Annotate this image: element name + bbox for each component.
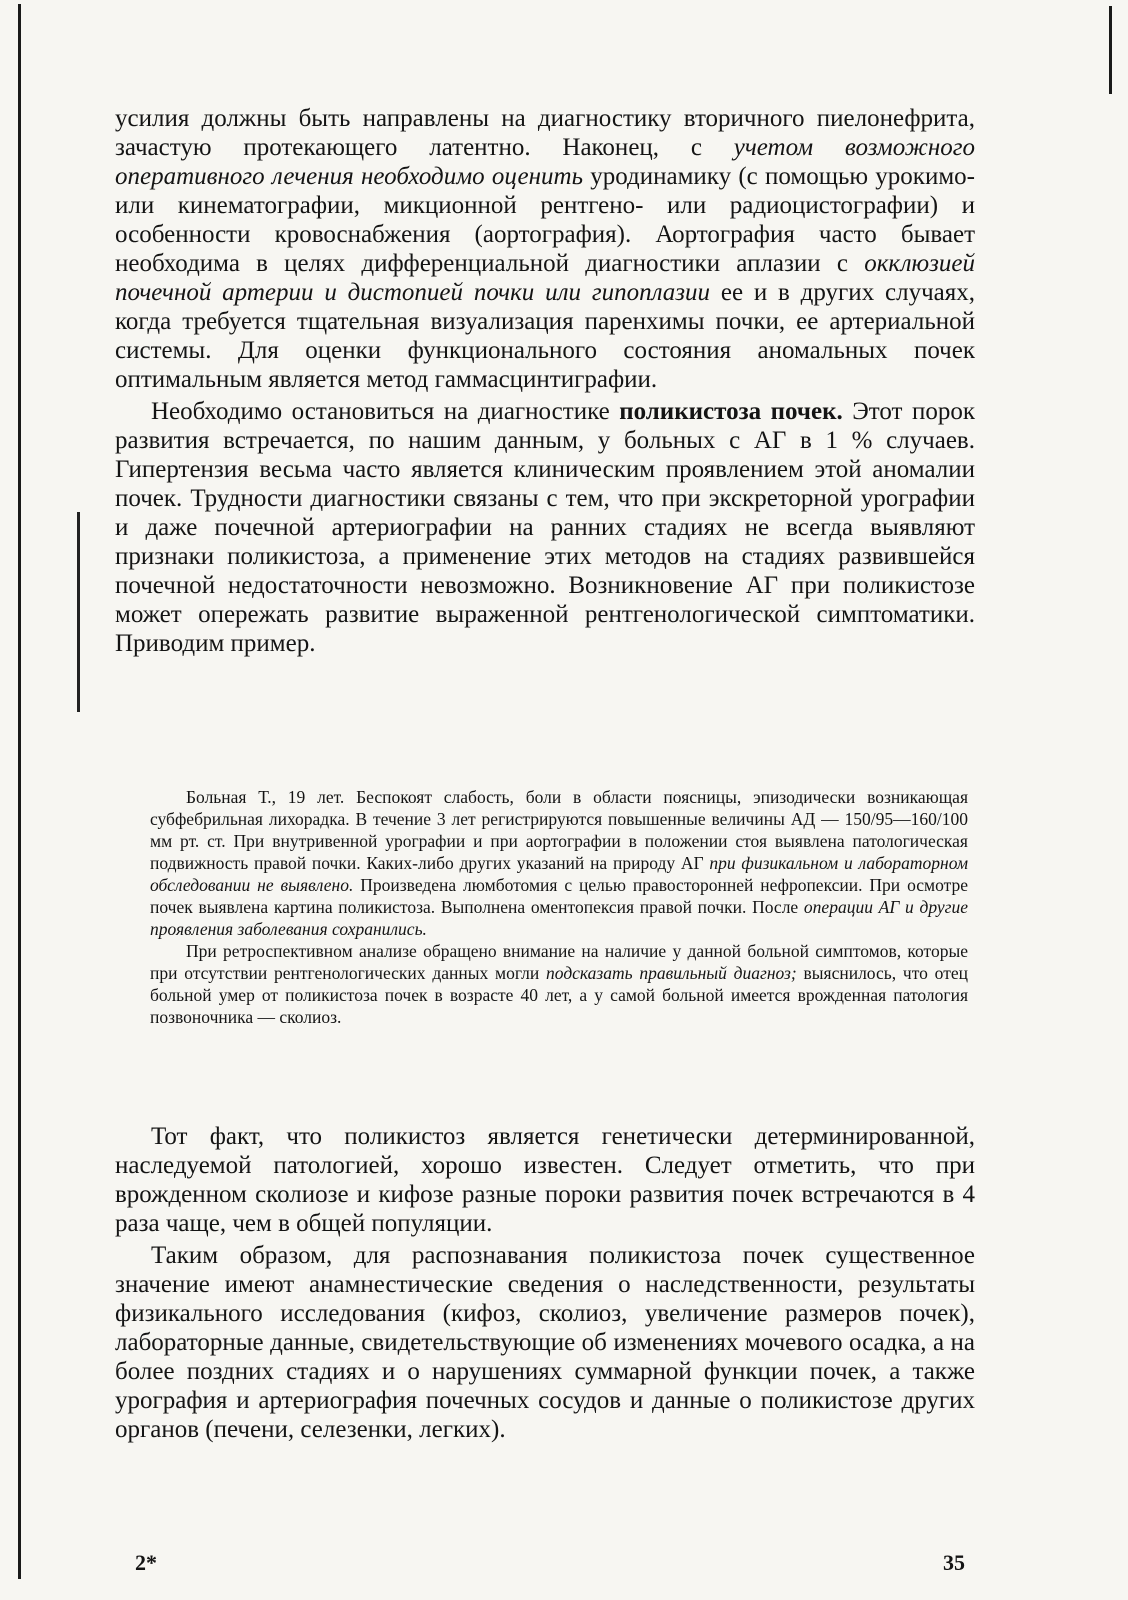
page-number: 35 <box>943 1550 965 1575</box>
scan-edge-left <box>18 4 21 1579</box>
paragraph-1: усилия должны быть направлены на диагностику вторичного пиелонефрита, зачастую протекающего латентно. Наконец, с учетом возможного оперативного лечения необходимо оценить уродинамику (с помощью урокимо- или кинематографии, микционной рентгено- или радиоцистографии) и особенности кровоснабжения (аортография). Аортография часто бывает необходима в целях дифференциальной диагностики аплазии с окклюзией почечной артерии и дистопией почки или гипоплазии ее и в других случаях, когда требуется тщательная визуализация паренхимы почки, ее артериальной системы. Для оценки функционального состояния аномальных почек оптимальным является метод гаммасцинтиграфии. <box>115 105 975 393</box>
signature-mark: 2* <box>135 1550 157 1575</box>
paragraph-3: Тот факт, что поликистоз является генетически детерминированной, наследуемой патологией, хорошо известен. Следует отметить, что при врожденном сколиозе и кифозе разные пороки развития почек встречаются в 4 раза чаще, чем в общей популяции. <box>115 1123 975 1237</box>
page-footer <box>115 1550 975 1580</box>
margin-mark <box>77 512 80 712</box>
case-paragraph-1: Больная Т., 19 лет. Беспокоят слабость, боли в области поясницы, эпизодически возникающая субфебрильная лихорадка. В течение 3 лет регистрируются повышенные величины АД — 150/95—160/100 мм рт. ст. При внутривенной урографии и при аортографии в положении стоя выявлена патологическая подвижность правой почки. Каких-либо других указаний на природу АГ при физикальном и лабораторном обследовании не выявлено. Произведена люмботомия с целью правосторонней нефропексии. При осмотре почек выявлена картина поликистоза. Выполнена оментопексия правой почки. После операции АГ и другие проявления заболевания сохранились. <box>150 787 968 939</box>
main-text-top <box>115 104 975 658</box>
main-text-bottom <box>115 1122 975 1444</box>
paragraph-4: Таким образом, для распознавания поликистоза почек существенное значение имеют анамнестические сведения о наследственности, результаты физикального исследования (кифоз, сколиоз, увеличение размеров почек), лабораторные данные, свидетельствующие об изменениях мочевого осадка, а на более поздних стадиях и о нарушениях суммарной функции почек, а также урография и артериография почечных сосудов и данные о поликистозе других органов (печени, селезенки, легких). <box>115 1242 975 1443</box>
case-report <box>150 786 968 1028</box>
paragraph-2: Необходимо остановиться на диагностике поликистоза почек. Этот порок развития встречается, по нашим данным, у больных с АГ в 1 % случаев. Гипертензия весьма часто является клиническим проявлением этой аномалии почек. Трудности диагностики связаны с тем, что при экскреторной урографии и даже почечной артериографии на ранних стадиях не всегда выявляют признаки поликистоза, а применение этих методов на стадиях развившейся почечной недостаточности невозможно. Возникновение АГ при поликистозе может опережать развитие выраженной рентгенологической симптоматики. Приводим пример. <box>115 398 975 657</box>
scan-edge-right <box>1109 6 1112 94</box>
case-paragraph-2: При ретроспективном анализе обращено внимание на наличие у данной больной симптомов, которые при отсутствии рентгенологических данных могли подсказать правильный диагноз; выяснилось, что отец больной умер от поликистоза почек в возрасте 40 лет, а у самой больной имеется врожденная патология позвоночника — сколиоз. <box>150 941 968 1027</box>
